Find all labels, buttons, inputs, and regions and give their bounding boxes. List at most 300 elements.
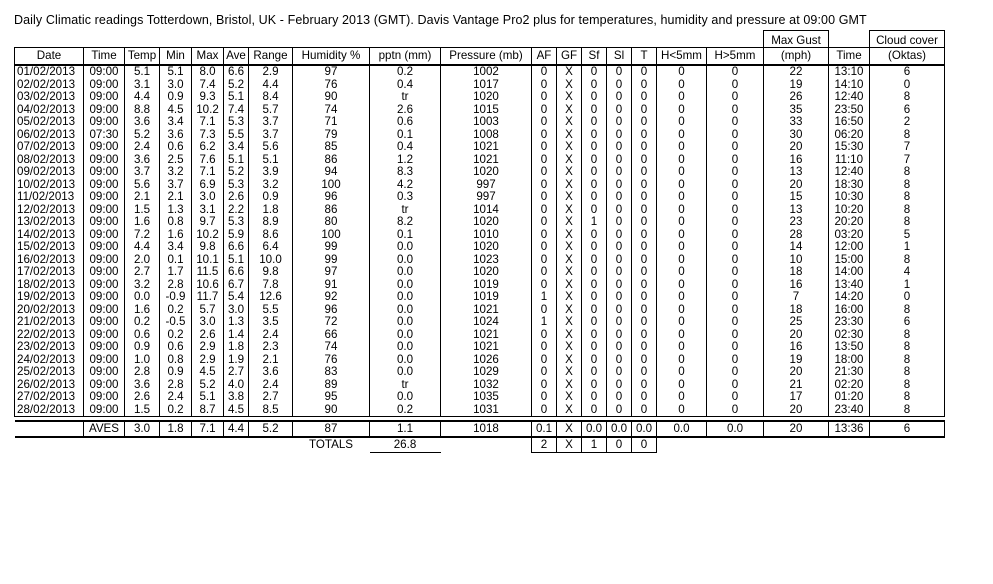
table-cell: 0 bbox=[632, 179, 657, 192]
table-cell: 4.4 bbox=[125, 91, 160, 104]
table-cell: 0 bbox=[657, 104, 707, 117]
table-cell: 09/02/2013 bbox=[15, 166, 84, 179]
table-cell: 1.3 bbox=[224, 316, 249, 329]
totals-pptn: 26.8 bbox=[370, 437, 441, 453]
table-cell: 16:00 bbox=[829, 304, 870, 317]
table-row bbox=[15, 291, 945, 304]
table-cell: 0 bbox=[657, 204, 707, 217]
column-header: Sl bbox=[607, 48, 632, 66]
table-cell: 9.3 bbox=[192, 91, 224, 104]
table-row bbox=[15, 129, 945, 142]
table-cell: 0.2 bbox=[160, 404, 192, 417]
table-cell: 8 bbox=[870, 341, 945, 354]
table-cell: 0 bbox=[532, 341, 557, 354]
table-cell: 5.3 bbox=[224, 216, 249, 229]
table-cell: 100 bbox=[293, 229, 370, 242]
table-cell: X bbox=[557, 104, 582, 117]
table-cell: 0 bbox=[607, 104, 632, 117]
table-cell: 1 bbox=[532, 291, 557, 304]
table-cell: 0 bbox=[657, 191, 707, 204]
table-cell: 8 bbox=[870, 191, 945, 204]
table-cell: 2.9 bbox=[192, 354, 224, 367]
table-cell: 99 bbox=[293, 254, 370, 267]
table-cell: 0 bbox=[707, 266, 764, 279]
table-cell: 2.4 bbox=[160, 391, 192, 404]
table-cell: 8.0 bbox=[192, 65, 224, 79]
table-cell: 0 bbox=[707, 116, 764, 129]
table-cell: 0.1 bbox=[370, 229, 441, 242]
table-cell: 0 bbox=[657, 79, 707, 92]
table-cell: 09:00 bbox=[84, 341, 125, 354]
table-cell: 0 bbox=[632, 304, 657, 317]
table-cell: 0.2 bbox=[125, 316, 160, 329]
table-cell: 0 bbox=[607, 216, 632, 229]
table-cell: 0 bbox=[707, 166, 764, 179]
table-cell: 2.8 bbox=[160, 379, 192, 392]
table-cell: 15:30 bbox=[829, 141, 870, 154]
table-cell: 8 bbox=[870, 354, 945, 367]
table-cell: 2.9 bbox=[192, 341, 224, 354]
table-cell: 19 bbox=[764, 79, 829, 92]
table-cell: 0 bbox=[707, 241, 764, 254]
table-cell: 07/02/2013 bbox=[15, 141, 84, 154]
table-cell: 5.2 bbox=[224, 79, 249, 92]
table-cell: 0 bbox=[632, 316, 657, 329]
table-cell: 19/02/2013 bbox=[15, 291, 84, 304]
table-cell: 19 bbox=[764, 354, 829, 367]
table-cell: 1 bbox=[532, 316, 557, 329]
table-cell: 8.4 bbox=[249, 91, 293, 104]
table-cell: 0 bbox=[632, 129, 657, 142]
table-cell: 1021 bbox=[441, 329, 532, 342]
table-cell: X bbox=[557, 216, 582, 229]
table-cell: 0 bbox=[532, 304, 557, 317]
table-cell: 0 bbox=[532, 191, 557, 204]
table-cell: 0 bbox=[582, 354, 607, 367]
table-row bbox=[15, 204, 945, 217]
table-cell: 0 bbox=[707, 216, 764, 229]
table-cell: 0 bbox=[707, 254, 764, 267]
table-cell: 10.2 bbox=[192, 229, 224, 242]
table-cell: 72 bbox=[293, 316, 370, 329]
table-cell: 11/02/2013 bbox=[15, 191, 84, 204]
table-cell: 0 bbox=[707, 229, 764, 242]
table-cell: 5.7 bbox=[192, 304, 224, 317]
table-cell: 0 bbox=[632, 91, 657, 104]
table-row bbox=[15, 91, 945, 104]
table-cell: 6 bbox=[870, 316, 945, 329]
column-header: Max bbox=[192, 48, 224, 66]
table-cell: 0 bbox=[607, 304, 632, 317]
table-cell: 0.0 bbox=[370, 241, 441, 254]
table-cell: 1.7 bbox=[160, 266, 192, 279]
table-cell: 1023 bbox=[441, 254, 532, 267]
table-cell: 1019 bbox=[441, 291, 532, 304]
table-cell: 8 bbox=[870, 366, 945, 379]
table-cell: 14:20 bbox=[829, 291, 870, 304]
column-header: AF bbox=[532, 48, 557, 66]
table-cell: 997 bbox=[441, 191, 532, 204]
table-cell: 0.2 bbox=[160, 329, 192, 342]
table-cell: 0 bbox=[632, 379, 657, 392]
table-cell: 09:00 bbox=[84, 379, 125, 392]
table-cell: 96 bbox=[293, 191, 370, 204]
table-cell: 2.3 bbox=[249, 341, 293, 354]
table-cell: 5.3 bbox=[224, 116, 249, 129]
table-cell: 3.6 bbox=[249, 366, 293, 379]
table-cell: 0 bbox=[607, 354, 632, 367]
table-cell: 5.1 bbox=[224, 254, 249, 267]
table-cell: X bbox=[557, 379, 582, 392]
table-cell: 15:00 bbox=[829, 254, 870, 267]
table-cell: 2.8 bbox=[125, 366, 160, 379]
table-cell: 1020 bbox=[441, 216, 532, 229]
table-cell: X bbox=[557, 316, 582, 329]
column-header: Humidity % bbox=[293, 48, 370, 66]
table-cell: 2.4 bbox=[125, 141, 160, 154]
table-row bbox=[15, 266, 945, 279]
table-cell: 0 bbox=[532, 79, 557, 92]
table-cell: 0 bbox=[632, 229, 657, 242]
averages-label: AVES bbox=[84, 421, 125, 437]
table-cell: 0 bbox=[607, 366, 632, 379]
table-cell: 09:00 bbox=[84, 229, 125, 242]
table-cell: 8 bbox=[870, 216, 945, 229]
table-cell: 1021 bbox=[441, 141, 532, 154]
table-cell: 1031 bbox=[441, 404, 532, 417]
table-cell: 1.3 bbox=[160, 204, 192, 217]
table-cell: 3.2 bbox=[160, 166, 192, 179]
averages-cell: 0.0 bbox=[632, 421, 657, 437]
table-cell: 0.1 bbox=[160, 254, 192, 267]
table-cell: 1020 bbox=[441, 266, 532, 279]
table-cell: 3.7 bbox=[125, 166, 160, 179]
table-cell: 0 bbox=[607, 391, 632, 404]
table-cell: 0 bbox=[707, 279, 764, 292]
table-cell: 7.2 bbox=[125, 229, 160, 242]
table-cell: 05/02/2013 bbox=[15, 116, 84, 129]
table-cell: 90 bbox=[293, 404, 370, 417]
table-cell: 0.0 bbox=[370, 279, 441, 292]
table-row bbox=[15, 179, 945, 192]
table-cell: 0 bbox=[532, 141, 557, 154]
table-cell: 8 bbox=[870, 204, 945, 217]
table-cell: 0 bbox=[582, 116, 607, 129]
table-cell: 20 bbox=[764, 329, 829, 342]
table-cell: 0 bbox=[607, 329, 632, 342]
table-cell: 17 bbox=[764, 391, 829, 404]
table-cell: 10 bbox=[764, 254, 829, 267]
table-cell: 997 bbox=[441, 179, 532, 192]
table-cell: 8 bbox=[870, 179, 945, 192]
totals-gf: X bbox=[557, 437, 582, 453]
table-cell: 4.4 bbox=[125, 241, 160, 254]
table-row bbox=[15, 104, 945, 117]
table-cell: 16:50 bbox=[829, 116, 870, 129]
table-cell: 0 bbox=[657, 166, 707, 179]
table-cell: 3.0 bbox=[224, 304, 249, 317]
table-cell: 0 bbox=[657, 379, 707, 392]
table-cell: 25/02/2013 bbox=[15, 366, 84, 379]
table-cell: 0.8 bbox=[160, 216, 192, 229]
table-cell: 0 bbox=[657, 354, 707, 367]
table-cell: 0 bbox=[582, 154, 607, 167]
table-cell: 0.0 bbox=[370, 254, 441, 267]
averages-cell: 7.1 bbox=[192, 421, 224, 437]
table-cell: 8.7 bbox=[192, 404, 224, 417]
table-cell: 3.6 bbox=[125, 116, 160, 129]
table-cell: 09:00 bbox=[84, 391, 125, 404]
table-cell: 5.1 bbox=[224, 154, 249, 167]
table-cell: 83 bbox=[293, 366, 370, 379]
table-cell: 0 bbox=[607, 404, 632, 417]
table-cell: 09:00 bbox=[84, 266, 125, 279]
table-cell: X bbox=[557, 91, 582, 104]
table-cell: 2.9 bbox=[249, 65, 293, 79]
table-cell: 17/02/2013 bbox=[15, 266, 84, 279]
table-cell: 12:00 bbox=[829, 241, 870, 254]
table-cell: 8.5 bbox=[249, 404, 293, 417]
table-cell: 76 bbox=[293, 354, 370, 367]
table-cell: 10:30 bbox=[829, 191, 870, 204]
table-cell: X bbox=[557, 65, 582, 79]
table-cell: 5.7 bbox=[249, 104, 293, 117]
table-cell: X bbox=[557, 129, 582, 142]
table-cell: 09:00 bbox=[84, 241, 125, 254]
table-cell: 11:10 bbox=[829, 154, 870, 167]
table-cell: 1003 bbox=[441, 116, 532, 129]
table-cell: 2.6 bbox=[125, 391, 160, 404]
table-cell: 5.1 bbox=[160, 65, 192, 79]
table-cell: 1002 bbox=[441, 65, 532, 79]
column-header-row bbox=[15, 48, 945, 66]
table-cell: 74 bbox=[293, 104, 370, 117]
table-cell: 0 bbox=[582, 291, 607, 304]
max-gust-group-header: Max Gust bbox=[764, 31, 829, 48]
table-cell: 14 bbox=[764, 241, 829, 254]
table-cell: 1 bbox=[870, 279, 945, 292]
table-cell: 07:30 bbox=[84, 129, 125, 142]
table-cell: 13:50 bbox=[829, 341, 870, 354]
table-cell: 21/02/2013 bbox=[15, 316, 84, 329]
table-cell: 3.0 bbox=[160, 79, 192, 92]
table-cell: 0 bbox=[632, 291, 657, 304]
table-cell: 0 bbox=[632, 216, 657, 229]
column-header: Min bbox=[160, 48, 192, 66]
table-cell: 20:20 bbox=[829, 216, 870, 229]
table-cell: 0.1 bbox=[370, 129, 441, 142]
table-cell: 91 bbox=[293, 279, 370, 292]
table-cell: X bbox=[557, 366, 582, 379]
averages-cell: 0.0 bbox=[607, 421, 632, 437]
table-cell: 1.6 bbox=[125, 216, 160, 229]
table-cell: 2.1 bbox=[160, 191, 192, 204]
table-cell: X bbox=[557, 241, 582, 254]
table-cell: 0 bbox=[582, 304, 607, 317]
table-row bbox=[15, 166, 945, 179]
table-cell: 1019 bbox=[441, 279, 532, 292]
table-cell: 8 bbox=[870, 166, 945, 179]
table-row bbox=[15, 141, 945, 154]
table-cell: 85 bbox=[293, 141, 370, 154]
table-cell: 09:00 bbox=[84, 316, 125, 329]
table-cell: 6.2 bbox=[192, 141, 224, 154]
table-cell: 0 bbox=[582, 366, 607, 379]
table-cell: 0 bbox=[657, 154, 707, 167]
table-cell: 0 bbox=[632, 204, 657, 217]
table-cell: 1.0 bbox=[125, 354, 160, 367]
table-cell: 13:40 bbox=[829, 279, 870, 292]
table-cell: 0 bbox=[607, 279, 632, 292]
table-cell: 09:00 bbox=[84, 65, 125, 79]
table-cell: 79 bbox=[293, 129, 370, 142]
table-cell: 09:00 bbox=[84, 141, 125, 154]
table-cell: X bbox=[557, 204, 582, 217]
table-cell: 0 bbox=[582, 329, 607, 342]
table-cell: 0 bbox=[532, 391, 557, 404]
table-cell: 2.7 bbox=[249, 391, 293, 404]
table-cell: 6.6 bbox=[224, 65, 249, 79]
table-cell: 86 bbox=[293, 154, 370, 167]
averages-cell: 3.0 bbox=[125, 421, 160, 437]
table-cell: 35 bbox=[764, 104, 829, 117]
table-row bbox=[15, 316, 945, 329]
table-cell: 8.8 bbox=[125, 104, 160, 117]
table-cell: 0 bbox=[657, 291, 707, 304]
table-cell: 3.6 bbox=[125, 154, 160, 167]
table-cell: 0 bbox=[632, 391, 657, 404]
averages-cell: 13:36 bbox=[829, 421, 870, 437]
table-cell: 6.7 bbox=[224, 279, 249, 292]
table-cell: 7 bbox=[870, 141, 945, 154]
table-cell: 0 bbox=[657, 304, 707, 317]
table-cell: 0.2 bbox=[160, 304, 192, 317]
column-header: Date bbox=[15, 48, 84, 66]
table-cell: 0 bbox=[707, 391, 764, 404]
table-cell: 1029 bbox=[441, 366, 532, 379]
averages-cell: 0.0 bbox=[707, 421, 764, 437]
table-row bbox=[15, 216, 945, 229]
table-cell: 2.4 bbox=[249, 329, 293, 342]
table-cell: 0 bbox=[532, 379, 557, 392]
table-cell: 0 bbox=[657, 65, 707, 79]
cloud-cover-group-header: Cloud cover bbox=[870, 31, 945, 48]
table-cell: 2.0 bbox=[125, 254, 160, 267]
table-cell: 0 bbox=[582, 204, 607, 217]
table-cell: -0.9 bbox=[160, 291, 192, 304]
table-cell: 03/02/2013 bbox=[15, 91, 84, 104]
table-cell: 0 bbox=[607, 291, 632, 304]
table-cell: 1.8 bbox=[224, 341, 249, 354]
table-cell: 0 bbox=[532, 154, 557, 167]
table-cell: 2.7 bbox=[125, 266, 160, 279]
table-cell: 0 bbox=[607, 316, 632, 329]
table-cell: 1 bbox=[870, 241, 945, 254]
table-row bbox=[15, 379, 945, 392]
table-cell: 10.1 bbox=[192, 254, 224, 267]
column-header: Time bbox=[84, 48, 125, 66]
table-cell: 8.2 bbox=[370, 216, 441, 229]
table-cell: 0 bbox=[707, 104, 764, 117]
table-cell: 09:00 bbox=[84, 191, 125, 204]
table-cell: 21 bbox=[764, 379, 829, 392]
table-cell: 1.6 bbox=[125, 304, 160, 317]
table-row bbox=[15, 65, 945, 79]
table-cell: 0 bbox=[707, 65, 764, 79]
table-cell: 1.6 bbox=[160, 229, 192, 242]
table-cell: 0 bbox=[607, 141, 632, 154]
table-cell: 1032 bbox=[441, 379, 532, 392]
table-cell: 3.4 bbox=[224, 141, 249, 154]
table-cell: 0 bbox=[532, 229, 557, 242]
table-cell: 0 bbox=[632, 341, 657, 354]
table-cell: 0 bbox=[532, 204, 557, 217]
table-cell: 8.9 bbox=[249, 216, 293, 229]
table-cell: 6.6 bbox=[224, 266, 249, 279]
table-cell: 1015 bbox=[441, 104, 532, 117]
table-cell: 1.4 bbox=[224, 329, 249, 342]
table-cell: 0 bbox=[607, 241, 632, 254]
averages-cell: 5.2 bbox=[249, 421, 293, 437]
table-cell: 3.2 bbox=[249, 179, 293, 192]
table-cell: 0 bbox=[707, 379, 764, 392]
table-cell: 09:00 bbox=[84, 366, 125, 379]
table-cell: 0 bbox=[532, 279, 557, 292]
table-cell: 0 bbox=[707, 291, 764, 304]
table-cell: 03:20 bbox=[829, 229, 870, 242]
table-cell: 0.9 bbox=[125, 341, 160, 354]
table-cell: X bbox=[557, 166, 582, 179]
table-cell: 7 bbox=[764, 291, 829, 304]
table-cell: 86 bbox=[293, 204, 370, 217]
column-header: H>5mm bbox=[707, 48, 764, 66]
table-cell: 3.7 bbox=[249, 116, 293, 129]
table-cell: 16/02/2013 bbox=[15, 254, 84, 267]
table-cell: tr bbox=[370, 379, 441, 392]
table-cell: 0 bbox=[657, 341, 707, 354]
table-cell: 0 bbox=[532, 116, 557, 129]
table-cell: 5 bbox=[870, 229, 945, 242]
table-cell: 4.5 bbox=[160, 104, 192, 117]
table-cell: 0 bbox=[632, 404, 657, 417]
table-cell: 1008 bbox=[441, 129, 532, 142]
table-cell: X bbox=[557, 254, 582, 267]
table-cell: 2 bbox=[870, 116, 945, 129]
table-cell: 3.4 bbox=[160, 116, 192, 129]
table-cell: 0.0 bbox=[370, 354, 441, 367]
table-row bbox=[15, 116, 945, 129]
table-cell: 24/02/2013 bbox=[15, 354, 84, 367]
table-cell: 15/02/2013 bbox=[15, 241, 84, 254]
table-cell: 22 bbox=[764, 65, 829, 79]
table-cell: 0.6 bbox=[370, 116, 441, 129]
table-cell: 4.2 bbox=[370, 179, 441, 192]
table-cell: X bbox=[557, 354, 582, 367]
table-cell: 10.2 bbox=[192, 104, 224, 117]
table-cell: 0 bbox=[582, 65, 607, 79]
table-cell: 09:00 bbox=[84, 291, 125, 304]
table-cell: 95 bbox=[293, 391, 370, 404]
table-cell: 3.2 bbox=[125, 279, 160, 292]
table-cell: 4.5 bbox=[192, 366, 224, 379]
table-cell: 18:00 bbox=[829, 354, 870, 367]
table-cell: 2.1 bbox=[249, 354, 293, 367]
table-cell: 0 bbox=[582, 191, 607, 204]
table-cell: X bbox=[557, 404, 582, 417]
column-header: GF bbox=[557, 48, 582, 66]
table-cell: 4 bbox=[870, 266, 945, 279]
table-cell: 09:00 bbox=[84, 304, 125, 317]
